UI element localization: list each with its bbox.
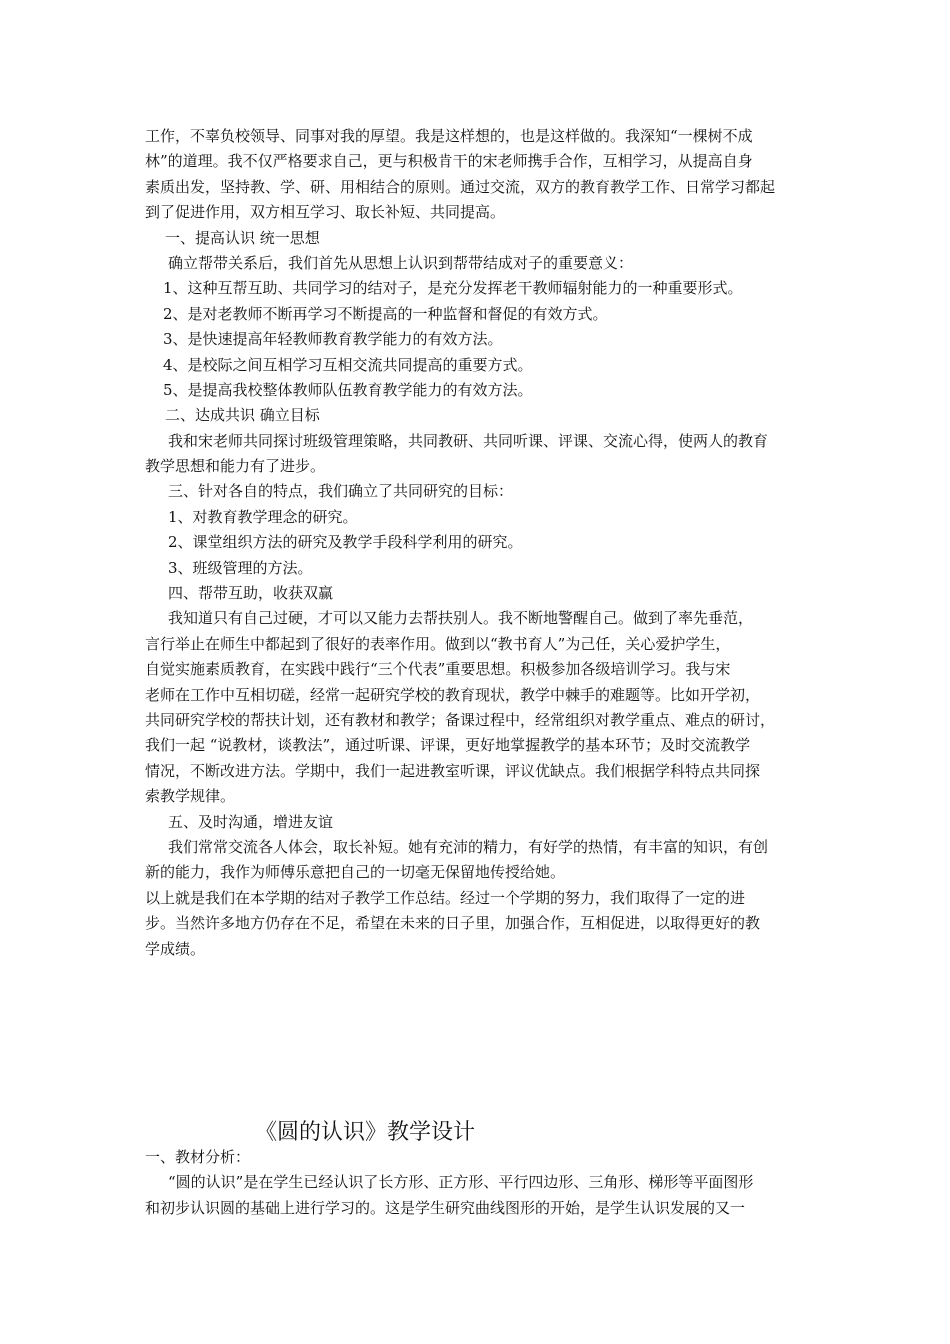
- section-heading-1: 一、提高认识 统一思想: [165, 228, 320, 247]
- paragraph-line: 我和宋老师共同探讨班级管理策略，共同教研、共同听课、评课、交流心得，使两人的教育: [168, 431, 769, 450]
- list-item: 1、对教育教学理念的研究。: [168, 507, 358, 526]
- paragraph-line: 教学思想和能力有了进步。: [145, 457, 326, 476]
- list-item: 3、班级管理的方法。: [168, 558, 313, 577]
- list-item: 3、是快速提高年轻教师教育教学能力的有效方法。: [163, 330, 503, 349]
- section-heading: 一、教材分析：: [145, 1148, 251, 1166]
- paragraph-line: 共同研究学校的帮扶计划，还有教材和教学；备课过程中，经常组织对教学重点、难点的研讨，: [145, 710, 776, 729]
- paragraph-line: 言行举止在师生中都起到了很好的表率作用。做到以“教书育人”为己任，关心爱护学生，: [145, 634, 731, 653]
- paragraph-line: 工作，不辜负校领导、同事对我的厚望。我是这样想的，也是这样做的。我深知“一棵树不成: [145, 127, 753, 145]
- list-item: 5、是提高我校整体教师队伍教育教学能力的有效方法。: [163, 380, 533, 399]
- paragraph-line: 步。当然许多地方仍存在不足，希望在未来的日子里，加强合作，互相促进，以取得更好的教: [145, 914, 761, 933]
- paragraph-line: 新的能力，我作为师傅乐意把自己的一切毫无保留地传授给她。: [145, 863, 566, 882]
- paragraph-line: 素质出发，坚持教、学、研、用相结合的原则。通过交流，双方的教育教学工作、日常学习都起: [145, 177, 776, 196]
- section-heading-5: 五、及时沟通，增进友谊: [168, 812, 334, 831]
- paragraph-line: 和初步认识圆的基础上进行学习的。这是学生研究曲线图形的开始，是学生认识发展的又一: [145, 1198, 746, 1217]
- list-item: 2、是对老教师不断再学习不断提高的一种监督和督促的有效方式。: [163, 304, 608, 323]
- paragraph-line: 老师在工作中互相切磋，经常一起研究学校的教育现状，教学中棘手的难题等。比如开学初，: [145, 685, 761, 704]
- paragraph-line: 索教学规律。: [145, 787, 236, 806]
- section-heading-2: 二、达成共识 确立目标: [165, 406, 320, 425]
- paragraph-line: “圆的认识”是在学生已经认识了长方形、正方形、平行四边形、三角形、梯形等平面图形: [168, 1173, 754, 1192]
- lesson-section: [145, 1145, 825, 1221]
- paragraph-line: 情况，不断改进方法。学期中，我们一起进教室听课，评议优缺点。我们根据学科特点共同探: [145, 761, 761, 780]
- summary-body: [145, 124, 825, 962]
- paragraph-line: 我们常常交流各人体会，取长补短。她有充沛的精力，有好学的热情，有丰富的知识，有创: [168, 837, 769, 856]
- document-title: 《圆的认识》教学设计: [255, 1120, 476, 1145]
- paragraph-line: 我们一起 “说教材，谈教法”，通过听课、评课，更好地掌握教学的基本环节；及时交流教学: [145, 736, 751, 755]
- paragraph-line: 林”的道理。我不仅严格要求自己，更与积极肯干的宋老师携手合作，互相学习，从提高自身: [145, 152, 753, 171]
- section-heading-3: 三、针对各自的特点，我们确立了共同研究的目标：: [168, 482, 514, 501]
- list-item: 2、课堂组织方法的研究及教学手段科学利用的研究。: [168, 533, 523, 552]
- list-item: 1、这种互帮互助、共同学习的结对子，是充分发挥老干教师辐射能力的一种重要形式。: [163, 279, 743, 298]
- paragraph-line: 学成绩。: [145, 939, 206, 958]
- paragraph-line: 自觉实施素质教育，在实践中践行“三个代表”重要思想。积极参加各级培训学习。我与宋: [145, 660, 731, 679]
- paragraph-line: 到了促进作用，双方相互学习、取长补短、共同提高。: [145, 203, 506, 222]
- paragraph-line: 我知道只有自己过硬，才可以又能力去帮扶别人。我不断地警醒自己。做到了率先垂范，: [168, 609, 754, 628]
- paragraph-line: 以上就是我们在本学期的结对子教学工作总结。经过一个学期的努力，我们取得了一定的进: [145, 888, 746, 907]
- list-item: 4、是校际之间互相学习互相交流共同提高的重要方式。: [163, 355, 533, 374]
- section-heading-4: 四、帮带互助，收获双赢: [168, 584, 334, 603]
- paragraph-line: 确立帮带关系后，我们首先从思想上认识到帮带结成对子的重要意义：: [168, 253, 634, 272]
